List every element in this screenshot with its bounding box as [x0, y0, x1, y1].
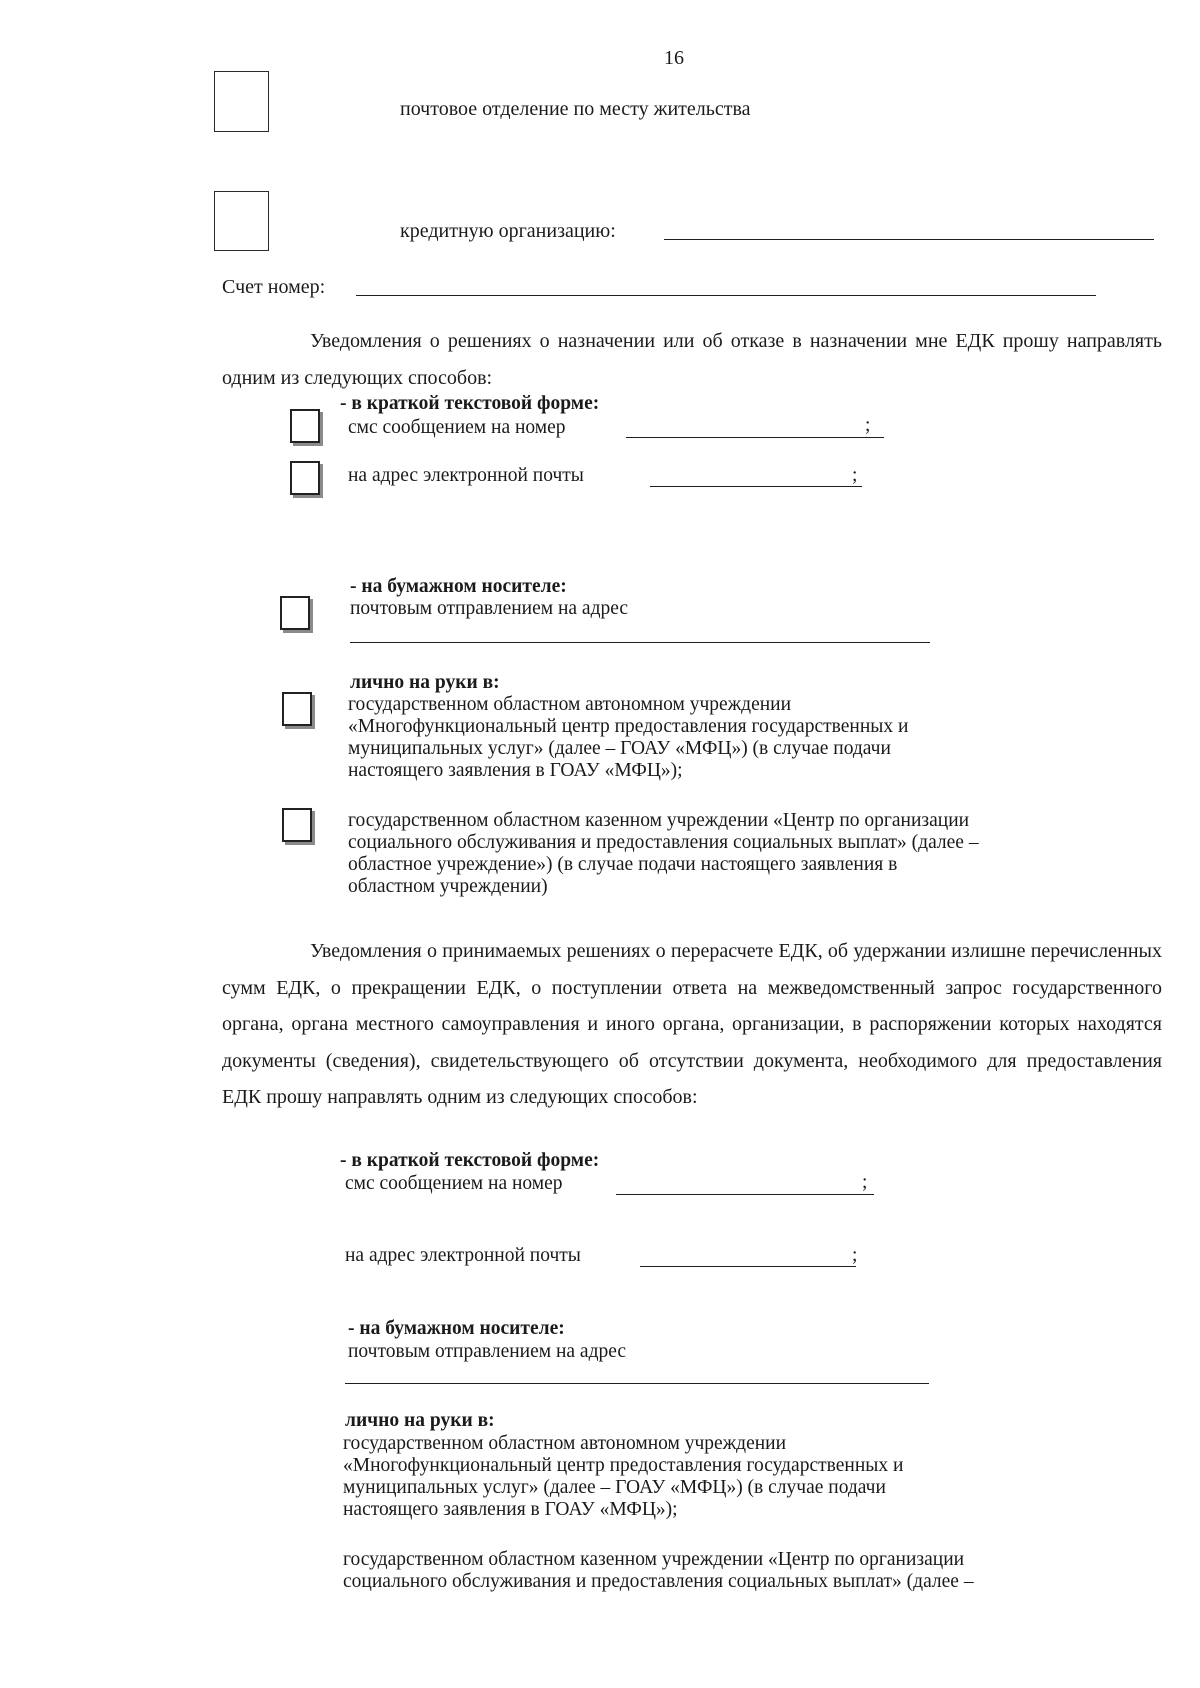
sms-checkbox-1[interactable]	[290, 409, 320, 443]
regional-text-1	[348, 810, 979, 898]
postal-label-2: почтовым отправлением на адрес	[348, 1341, 627, 1362]
email-field-2[interactable]	[640, 1266, 856, 1267]
email-checkbox-1[interactable]	[290, 461, 320, 495]
email-semicolon-2: ;	[852, 1245, 858, 1266]
regional-line: областном учреждении)	[348, 876, 548, 897]
postal-checkbox-1[interactable]	[280, 596, 310, 630]
sms-label-1: смс сообщением на номер	[348, 417, 566, 438]
in-person-heading-2: лично на руки в:	[345, 1410, 495, 1431]
email-semicolon-1: ;	[852, 465, 858, 486]
short-form-heading-1: - в краткой текстовой форме:	[340, 393, 600, 414]
email-field-1[interactable]	[650, 486, 862, 487]
account-number-field[interactable]	[356, 295, 1096, 296]
credit-org-label: кредитную организацию:	[400, 220, 616, 242]
notice-two-intro: Уведомления о принимаемых решениях о перерасчете ЕДК, об удержании излишне перечисленных сумм ЕДК, о прекращении ЕДК, о поступлении ответа на межведомственный запрос государственного органа, органа местного самоуправления и иного органа, организации, в распоряжении которых находятся документы (сведения), свидетельствующего об отсутствии документа, необходимого для предоставления ЕДК прошу направлять одним из следующих способов:	[222, 940, 1162, 1108]
paper-heading-2: - на бумажном носителе:	[348, 1318, 565, 1339]
sms-field-2[interactable]	[616, 1194, 874, 1195]
post-office-label: почтовое отделение по месту жительства	[400, 98, 751, 120]
notice-one-intro: Уведомления о решениях о назначении или об отказе в назначении мне ЕДК прошу направлять одним из следующих способов:	[222, 330, 1162, 389]
mfc-line: «Многофункциональный центр предоставления государственных и	[348, 716, 909, 737]
email-label-1: на адрес электронной почты	[348, 465, 584, 486]
mfc-text-2	[343, 1433, 903, 1521]
mfc-line: муниципальных услуг» (далее – ГОАУ «МФЦ») (в случае подачи	[343, 1477, 886, 1498]
regional-text-2	[343, 1549, 974, 1593]
sms-field-1[interactable]	[626, 437, 884, 438]
email-label-2: на адрес электронной почты	[345, 1245, 581, 1266]
mfc-line: государственном областном автономном учреждении	[348, 694, 792, 715]
paper-heading-1: - на бумажном носителе:	[350, 576, 567, 597]
regional-line: областное учреждение») (в случае подачи настоящего заявления в	[348, 854, 898, 875]
mfc-checkbox-1[interactable]	[282, 692, 312, 726]
sms-semicolon-2: ;	[862, 1172, 868, 1193]
mfc-line: настоящего заявления в ГОАУ «МФЦ»);	[343, 1499, 678, 1520]
postal-address-field-2[interactable]	[345, 1383, 929, 1384]
post-office-checkbox[interactable]	[214, 71, 269, 132]
regional-checkbox-1[interactable]	[282, 808, 312, 842]
short-form-heading-2: - в краткой текстовой форме:	[340, 1150, 600, 1171]
mfc-text-1	[348, 694, 908, 782]
mfc-line: государственном областном автономном учреждении	[343, 1433, 787, 1454]
sms-semicolon-1: ;	[865, 415, 871, 436]
mfc-line: настоящего заявления в ГОАУ «МФЦ»);	[348, 760, 683, 781]
regional-line: социального обслуживания и предоставления социальных выплат» (далее –	[348, 832, 979, 853]
page-number: 16	[664, 47, 684, 69]
sms-label-2: смс сообщением на номер	[345, 1173, 563, 1194]
mfc-line: «Многофункциональный центр предоставления государственных и	[343, 1455, 904, 1476]
regional-line: государственном областном казенном учреждении «Центр по организации	[348, 810, 970, 831]
credit-org-field[interactable]	[664, 239, 1154, 240]
in-person-heading-1: лично на руки в:	[350, 672, 500, 693]
postal-address-field-1[interactable]	[350, 642, 930, 643]
regional-line: социального обслуживания и предоставления социальных выплат» (далее –	[343, 1571, 974, 1592]
postal-label-1: почтовым отправлением на адрес	[350, 598, 629, 619]
mfc-line: муниципальных услуг» (далее – ГОАУ «МФЦ») (в случае подачи	[348, 738, 891, 759]
regional-line: государственном областном казенном учреждении «Центр по организации	[343, 1549, 965, 1570]
account-label: Счет номер:	[222, 276, 326, 298]
credit-org-checkbox[interactable]	[214, 191, 269, 251]
